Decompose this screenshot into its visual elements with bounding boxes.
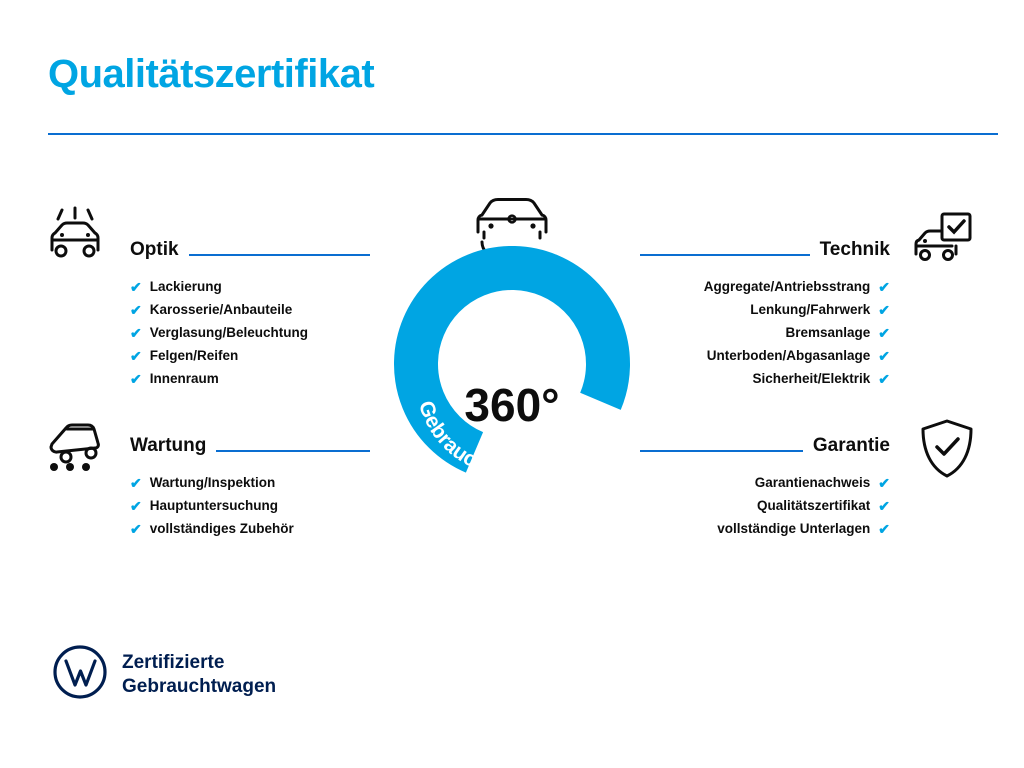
footer-brand [52, 644, 276, 705]
list-item [640, 367, 890, 390]
heading-divider [640, 450, 803, 452]
list-item-label: Lackierung [149, 279, 222, 294]
check-icon: ✔ [130, 520, 142, 537]
list-item [640, 275, 890, 298]
list-item-label: Hauptuntersuchung [149, 498, 278, 513]
list-item-label: vollständiges Zubehör [149, 521, 294, 536]
shield-check-icon [918, 418, 976, 485]
check-icon: ✔ [130, 301, 142, 318]
section-technik-header [640, 240, 890, 261]
list-item [640, 494, 890, 517]
list-item-label: Unterboden/Abgasanlage [706, 348, 871, 363]
list-item [640, 517, 890, 540]
check-icon: ✔ [878, 324, 890, 341]
degrees-label: 360° [464, 379, 560, 431]
section-heading: Garantie [812, 435, 890, 456]
section-wartung-items [130, 471, 370, 540]
heading-divider [189, 254, 370, 256]
car-lift-icon [44, 412, 122, 479]
list-item [130, 367, 370, 390]
list-item-label: Verglasung/Beleuchtung [149, 325, 309, 340]
list-item [130, 344, 370, 367]
list-item [130, 517, 370, 540]
svg-text:Gebrauchtwagen-Check: Gebrauchtwagen-Check [413, 397, 606, 482]
check-icon: ✔ [130, 370, 142, 387]
section-optik-items [130, 275, 370, 390]
heading-divider [216, 450, 370, 452]
center-badge [378, 190, 646, 490]
check-icon: ✔ [878, 474, 890, 491]
check-ring [378, 234, 646, 490]
check-icon: ✔ [878, 347, 890, 364]
list-item [640, 344, 890, 367]
section-technik-items [640, 275, 890, 390]
list-item-label: Lenkung/Fahrwerk [750, 302, 871, 317]
vw-line2: Gebrauchtwagen [122, 675, 277, 697]
section-wartung-header [130, 436, 370, 457]
list-item [640, 298, 890, 321]
list-item-label: Karosserie/Anbauteile [149, 302, 293, 317]
list-item-label: Aggregate/Antriebsstrang [703, 279, 871, 294]
list-item [130, 321, 370, 344]
list-item-label: Sicherheit/Elektrik [752, 371, 871, 386]
section-technik [640, 240, 890, 390]
list-item [640, 471, 890, 494]
list-item [130, 275, 370, 298]
list-item-label: Innenraum [149, 371, 219, 386]
title-divider [48, 133, 998, 135]
check-icon: ✔ [130, 324, 142, 341]
page-title: Qualitätszertifikat [48, 52, 375, 96]
list-item [640, 321, 890, 344]
section-garantie-header [640, 436, 890, 457]
section-garantie-items [640, 471, 890, 540]
check-icon: ✔ [878, 497, 890, 514]
section-heading: Wartung [130, 435, 207, 456]
section-optik-header [130, 240, 370, 261]
list-item-label: Felgen/Reifen [149, 348, 239, 363]
heading-divider [640, 254, 810, 256]
list-item-label: Garantienachweis [754, 475, 871, 490]
check-icon: ✔ [878, 278, 890, 295]
vw-wordmark [122, 651, 276, 699]
check-icon: ✔ [878, 370, 890, 387]
section-wartung [130, 436, 370, 540]
vw-logo [52, 644, 108, 705]
check-icon: ✔ [130, 474, 142, 491]
car-wash-icon [46, 206, 120, 267]
car-checklist-icon [912, 212, 982, 269]
list-item-label: Bremsanlage [785, 325, 871, 340]
section-heading: Technik [819, 239, 890, 260]
list-item-label: Wartung/Inspektion [149, 475, 276, 490]
list-item [130, 471, 370, 494]
list-item-label: vollständige Unterlagen [717, 521, 871, 536]
check-icon: ✔ [130, 497, 142, 514]
check-icon: ✔ [130, 278, 142, 295]
list-item-label: Qualitätszertifikat [756, 498, 871, 513]
list-item [130, 494, 370, 517]
list-item [130, 298, 370, 321]
section-garantie [640, 436, 890, 540]
section-optik [130, 240, 370, 390]
section-heading: Optik [130, 239, 179, 260]
check-icon: ✔ [130, 347, 142, 364]
check-icon: ✔ [878, 520, 890, 537]
check-icon: ✔ [878, 301, 890, 318]
vw-line1: Zertifizierte [122, 651, 225, 673]
